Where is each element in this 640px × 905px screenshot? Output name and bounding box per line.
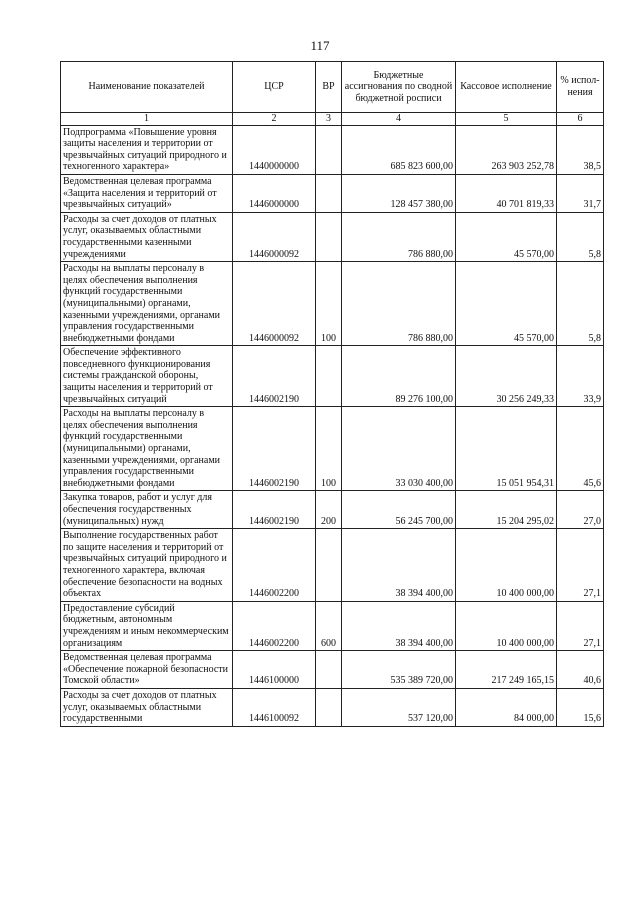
row-percent: 31,7: [557, 174, 604, 212]
row-budget: 128 457 380,00: [342, 174, 456, 212]
header-vr: ВР: [316, 62, 342, 113]
row-execution: 10 400 000,00: [456, 601, 557, 650]
header-row: [61, 62, 604, 113]
row-execution: 15 204 295,02: [456, 491, 557, 529]
column-number: 1: [61, 113, 233, 126]
row-vr: 100: [316, 407, 342, 491]
row-budget: 685 823 600,00: [342, 125, 456, 174]
row-budget: 38 394 400,00: [342, 601, 456, 650]
row-vr: [316, 688, 342, 726]
table-row: [61, 601, 604, 650]
row-percent: 38,5: [557, 125, 604, 174]
row-execution: 40 701 819,33: [456, 174, 557, 212]
column-number-row: [61, 113, 604, 126]
budget-execution-table: [60, 61, 604, 727]
row-vr: [316, 174, 342, 212]
table-row: [61, 688, 604, 726]
column-number: 2: [233, 113, 316, 126]
row-csr: 1446002200: [233, 529, 316, 602]
row-name: Предоставление субсидий бюджетным, автономным учреждениям и иным некоммерческим организациям: [61, 601, 233, 650]
row-csr: 1446000092: [233, 212, 316, 261]
row-execution: 15 051 954,31: [456, 407, 557, 491]
row-name: Расходы на выплаты персоналу в целях обеспечения выполнения функций государственными (муниципальными) органами, казенными учреждениями, органами управления государственными внебюджетными фондами: [61, 407, 233, 491]
row-execution: 45 570,00: [456, 212, 557, 261]
row-percent: 5,8: [557, 212, 604, 261]
row-execution: 45 570,00: [456, 262, 557, 346]
row-execution: 30 256 249,33: [456, 346, 557, 407]
row-execution: 263 903 252,78: [456, 125, 557, 174]
row-vr: [316, 346, 342, 407]
row-budget: 89 276 100,00: [342, 346, 456, 407]
row-vr: 200: [316, 491, 342, 529]
row-vr: 100: [316, 262, 342, 346]
row-vr: [316, 125, 342, 174]
row-name: Закупка товаров, работ и услуг для обеспечения государственных (муниципальных) нужд: [61, 491, 233, 529]
row-budget: 535 389 720,00: [342, 651, 456, 689]
column-number: 5: [456, 113, 557, 126]
row-csr: 1446100092: [233, 688, 316, 726]
table-row: [61, 407, 604, 491]
row-percent: 27,1: [557, 529, 604, 602]
row-csr: 1446100000: [233, 651, 316, 689]
table-row: [61, 262, 604, 346]
row-vr: [316, 529, 342, 602]
header-execution: Кассовое исполнение: [456, 62, 557, 113]
row-percent: 5,8: [557, 262, 604, 346]
row-csr: 1446000000: [233, 174, 316, 212]
row-percent: 15,6: [557, 688, 604, 726]
table-row: [61, 174, 604, 212]
row-budget: 38 394 400,00: [342, 529, 456, 602]
row-name: Расходы за счет доходов от платных услуг, оказываемых областными государственными: [61, 688, 233, 726]
row-name: Расходы за счет доходов от платных услуг, оказываемых областными государственными казенными учреждениями: [61, 212, 233, 261]
row-percent: 33,9: [557, 346, 604, 407]
row-vr: [316, 651, 342, 689]
row-percent: 27,1: [557, 601, 604, 650]
header-csr: ЦСР: [233, 62, 316, 113]
table-row: [61, 212, 604, 261]
row-name: Расходы на выплаты персоналу в целях обеспечения выполнения функций государственными (муниципальными) органами, казенными учреждениями, органами управления государственными внебюджетными фондами: [61, 262, 233, 346]
row-budget: 786 880,00: [342, 212, 456, 261]
column-number: 4: [342, 113, 456, 126]
table-row: [61, 125, 604, 174]
row-execution: 84 000,00: [456, 688, 557, 726]
page-number: 117: [310, 38, 330, 53]
row-percent: 27,0: [557, 491, 604, 529]
row-csr: 1446002190: [233, 407, 316, 491]
row-execution: 10 400 000,00: [456, 529, 557, 602]
row-csr: 1446002190: [233, 346, 316, 407]
row-csr: 1446002200: [233, 601, 316, 650]
header-budget: Бюджетные ассигнования по сводной бюджетной росписи: [342, 62, 456, 113]
row-csr: 1446002190: [233, 491, 316, 529]
row-name: Ведомственная целевая программа «Обеспечение пожарной безопасности Томской области»: [61, 651, 233, 689]
row-name: Ведомственная целевая программа «Защита населения и территорий от чрезвычайных ситуаций»: [61, 174, 233, 212]
row-budget: 33 030 400,00: [342, 407, 456, 491]
header-name: Наименование показателей: [61, 62, 233, 113]
table-row: [61, 491, 604, 529]
column-number: 3: [316, 113, 342, 126]
row-budget: 56 245 700,00: [342, 491, 456, 529]
row-name: Подпрограмма «Повышение уровня защиты населения и территории от чрезвычайных ситуаций природного и техногенного характера»: [61, 125, 233, 174]
row-name: Выполнение государственных работ по защите населения и территорий от чрезвычайных ситуаций природного и техногенного характера, включая обеспечение безопасности на водных объектах: [61, 529, 233, 602]
header-percent: % испол-нения: [557, 62, 604, 113]
table-row: [61, 651, 604, 689]
row-vr: [316, 212, 342, 261]
row-percent: 45,6: [557, 407, 604, 491]
row-csr: 1440000000: [233, 125, 316, 174]
row-budget: 786 880,00: [342, 262, 456, 346]
row-name: Обеспечение эффективного повседневного функционирования системы гражданской обороны, защиты населения и территорий от чрезвычайных ситуаций: [61, 346, 233, 407]
table-row: [61, 346, 604, 407]
row-vr: 600: [316, 601, 342, 650]
row-percent: 40,6: [557, 651, 604, 689]
row-csr: 1446000092: [233, 262, 316, 346]
row-execution: 217 249 165,15: [456, 651, 557, 689]
column-number: 6: [557, 113, 604, 126]
row-budget: 537 120,00: [342, 688, 456, 726]
table-row: [61, 529, 604, 602]
